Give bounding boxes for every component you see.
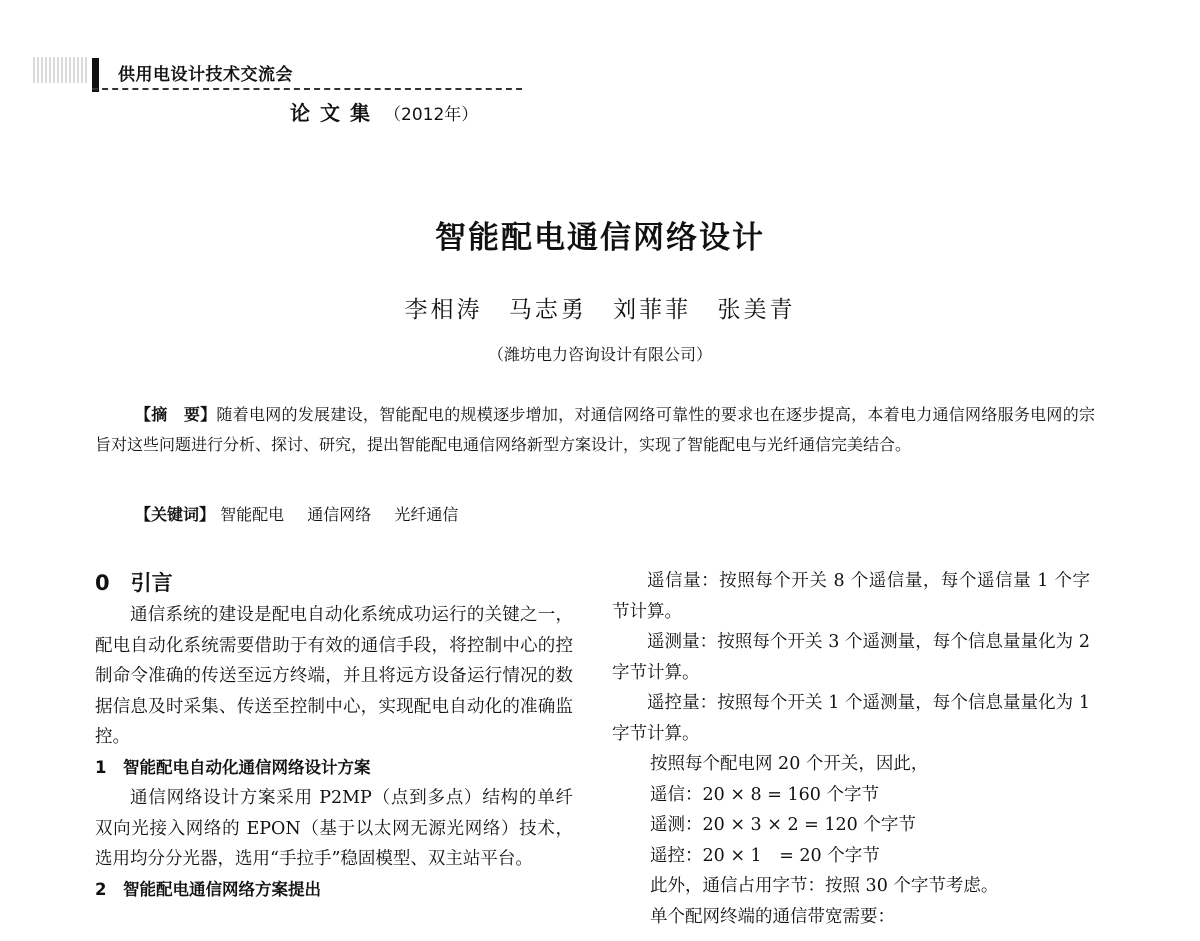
section-heading: 1 智能配电自动化通信网络设计方案 [95, 757, 371, 777]
section-heading: 2 智能配电通信网络方案提出 [95, 879, 321, 899]
abstract [95, 400, 1095, 460]
affiliation: （潍坊电力咨询设计有限公司） [487, 345, 712, 364]
section-heading: 0 引言 [95, 571, 173, 595]
paragraph: 此外，通信占用字节：按照 30 个字节考虑。 [650, 876, 999, 896]
proceedings-year: （2012年） [384, 105, 479, 125]
proceedings-name: 论文集 [290, 101, 380, 125]
proceedings-label [290, 97, 478, 126]
calc-line: 遥信：20 × 8 = 160 个字节 [650, 784, 879, 805]
keywords [135, 502, 476, 525]
abstract-text: 随着电网的发展建设，智能配电的规模逐步增加，对通信网络可靠性的要求也在逐步提高，本着电力通信网络服务电网的宗旨对这些问题进行分析、探讨、研究，提出智能配电通信网络新型方案设计，实现了智能配电与光纤通信完美结合。 [95, 405, 1095, 454]
author: 马志勇 [508, 297, 587, 323]
keyword: 通信网络 [307, 505, 372, 524]
left-column [95, 566, 573, 905]
header-divider [92, 88, 522, 90]
paragraph: 遥测量：按照每个开关 3 个遥测量，每个信息量量化为 2 字节计算。 [612, 632, 1090, 683]
author-list [0, 291, 1200, 324]
author: 李相涛 [404, 297, 483, 323]
paragraph: 按照每个配电网 20 个开关，因此， [650, 754, 929, 774]
paragraph: 遥信量：按照每个开关 8 个遥信量，每个遥信量 1 个字节计算。 [612, 571, 1090, 622]
author: 刘菲菲 [613, 297, 692, 323]
paragraph: 遥控量：按照每个开关 1 个遥测量，每个信息量量化为 1 字节计算。 [612, 693, 1090, 744]
right-column [612, 566, 1090, 932]
keywords-label: 【关键词】 [135, 505, 216, 524]
conference-name: 供用电设计技术交流会 [118, 65, 293, 85]
paragraph: 通信系统的建设是配电自动化系统成功运行的关键之一，配电自动化系统需要借助于有效的通信手段，将控制中心的控制命令准确的传送至远方终端，并且将远方设备运行情况的数据信息及时采集、传送至控制中心，实现配电自动化的准确监控。 [95, 605, 573, 747]
keyword: 光纤通信 [394, 505, 459, 524]
calc-line: 遥测：20 × 3 × 2 = 120 个字节 [650, 815, 916, 835]
header-bar [92, 58, 99, 92]
paragraph: 单个配网终端的通信带宽需要： [650, 906, 895, 927]
keyword: 智能配电 [220, 505, 285, 524]
author: 张美青 [717, 297, 796, 323]
paper-title: 智能配电通信网络设计 [435, 220, 765, 256]
paragraph: 通信网络设计方案采用 P2MP（点到多点）结构的单纤双向光接入网络的 EPON（基于以太网无源光网络）技术，选用均分分光器，选用“手拉手”稳固模型、双主站平台。 [95, 788, 573, 869]
calc-line: 遥控：20 × 1 = 20 个字节 [650, 845, 880, 866]
header-ornament [33, 57, 89, 83]
abstract-label: 【摘 要】 [135, 405, 217, 424]
